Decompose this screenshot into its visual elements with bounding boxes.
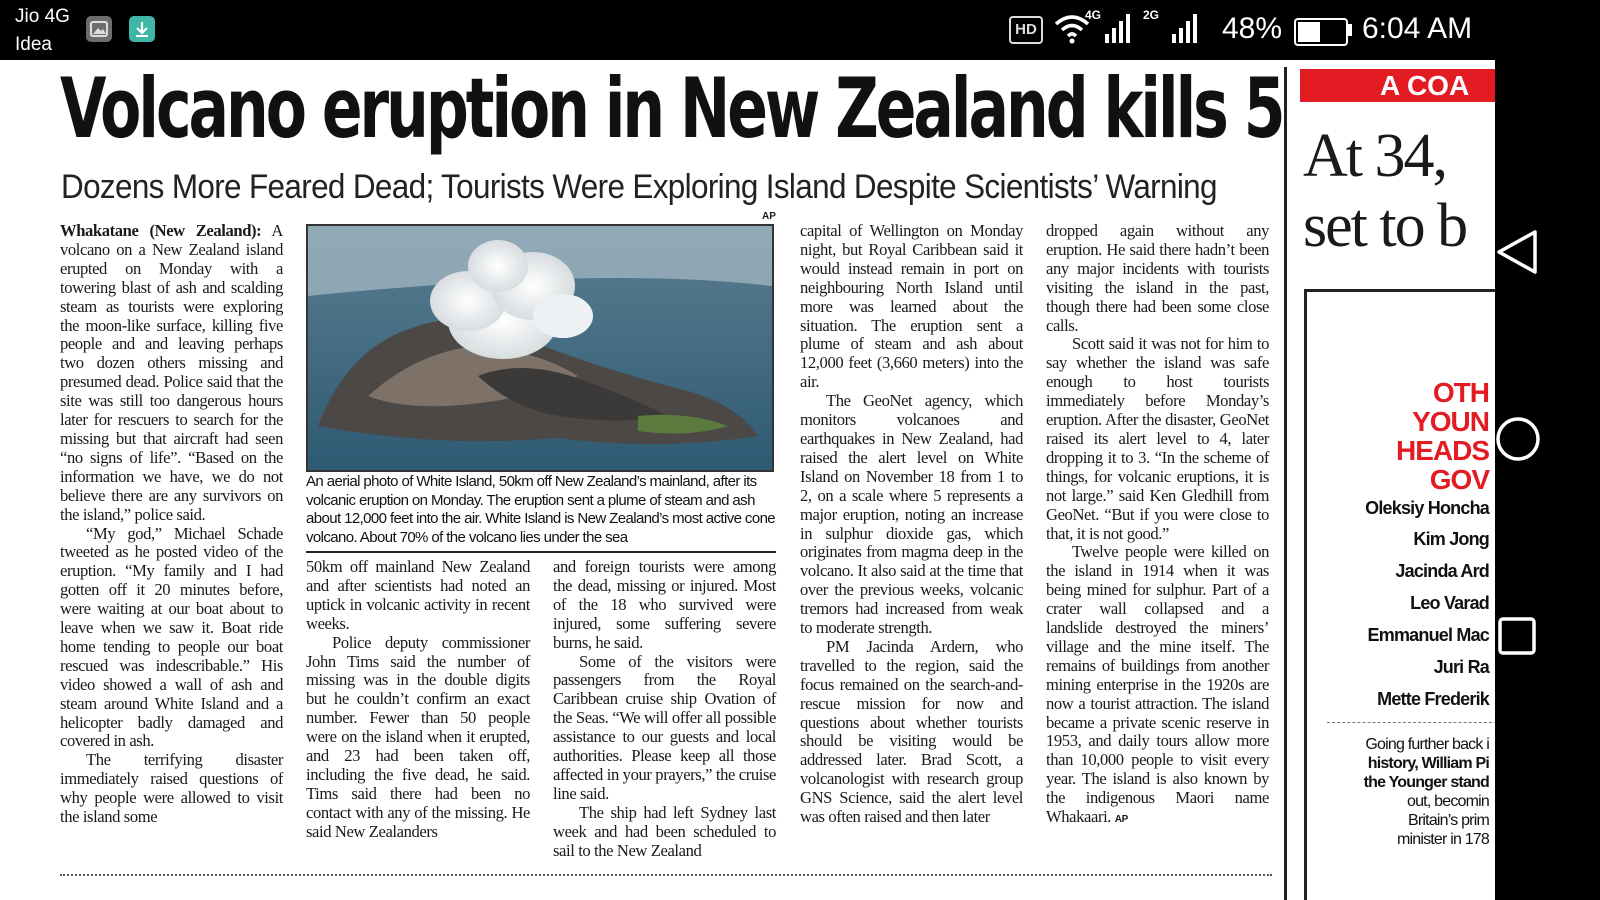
battery-icon — [1294, 18, 1348, 46]
paragraph: PM Jacinda Ardern, who travelled to the region, said the focus remained on the search-and-rescue mission for now and questions about whether tourists should be visiting would be addressed later. Brad Scott, a volcanologist with research group GNS Science, said the alert level was often raised and then later — [800, 636, 1023, 827]
box-headline-line: HEADS — [1395, 435, 1489, 466]
article-column-5 — [1046, 222, 1269, 830]
article-column-4 — [800, 222, 1023, 827]
network-type-label-secondary: 2G — [1143, 8, 1160, 22]
paragraph: capital of Wellington on Monday night, but Royal Caribbean said it would instead remain in port on neighbouring North Island until more was learned about the situation. The eruption sent a plume of steam and ash about 12,000 feet (3,660 meters) into the air. — [800, 221, 1023, 392]
carrier-name: Jio 4G — [15, 6, 70, 27]
battery-level-fill — [1298, 22, 1320, 42]
box-headline-line: GOV — [1429, 464, 1489, 495]
paragraph: Whakatane (New Zealand): A volcano on a New Zealand island erupted on Monday with a towering blast of ash and scalding steam as tourists were exploring the moon-like surface, killing five people and and leaving perhaps two dozen others missing and presumed dead. Police said that the site was still too dangerous hours later for rescuers to search for the missing but that aircraft had seen “no signs of life”. “Based on the information we have, we do not believe there are any survivors on the island,” police said. — [60, 221, 283, 524]
sidebar-divider — [1327, 722, 1495, 723]
download-icon — [129, 16, 155, 42]
battery-percentage: 48% — [1222, 12, 1283, 45]
back-icon[interactable] — [1495, 228, 1540, 276]
hd-voice-badge: HD — [1009, 16, 1043, 44]
headline: Volcano eruption in New Zealand kills 5 — [60, 61, 1283, 158]
paragraph: Police deputy commissioner John Tims said the number of missing was in the double digits but he couldn’t confirm an exact number. Fewer than 50 people were on the island when it erupted, and 23 had been taken off, including the five dead, he said. Tims said there had been no contact with any of the missing. He said New Zealanders — [306, 632, 530, 841]
paragraph: The ship had left Sydney last week and had been scheduled to sail to the New Zealand — [553, 802, 776, 860]
paragraph: The GeoNet agency, which monitors volcanoes and earthquakes in New Zealand, had raised the alert level on White Island on November 18 from 1 to 2, on a scale where 5 represents a major eruption, noting an increase in sulphur dioxide gas, which originates from magma deep in the volcano. It also said at the time that over the previous weeks, volcanic tremors had increased from weak to moderate strength. — [800, 391, 1023, 638]
photo-caption: An aerial photo of White Island, 50km off New Zealand’s mainland, after its volcanic eruption on Monday. The eruption sent a plume of steam and ash about 12,000 feet into the air. White Island is New Zealand’s most active cone volcano. About 70% of the volcano lies under the sea — [306, 473, 776, 546]
clock: 6:04 AM — [1362, 12, 1473, 45]
sidebar-note: Going further back i history, William Pi the Younger stand out, becomin Britain’s prim minister in 178 — [1363, 736, 1489, 848]
article-column-3 — [553, 558, 776, 861]
leader-name: Mette Frederik — [1377, 689, 1489, 709]
paragraph: The terrifying disaster immediately raised questions of why people were allowed to visit the island some — [60, 750, 283, 827]
paragraph: Some of the visitors were passengers from the Royal Caribbean cruise ship Ovation of the Seas. “We will offer all possible assistance to our guests and local authorities. Please keep all those affected in your prayers,” the cruise line said. — [553, 651, 776, 803]
volcano-aerial-photo[interactable] — [306, 224, 774, 472]
home-icon[interactable] — [1495, 416, 1541, 462]
carrier-name-secondary: Idea — [15, 34, 52, 55]
sidebar-headline: At 34, set to b — [1303, 122, 1467, 260]
end-credit: AP — [1114, 814, 1128, 826]
subheadline: Dozens More Feared Dead; Tourists Were Exploring Island Despite Scientists’ Warning — [61, 168, 1217, 206]
leader-name: Oleksiy Honcha — [1365, 498, 1489, 518]
network-type-label: 4G — [1085, 8, 1102, 22]
bottom-divider — [60, 874, 1272, 876]
status-bar — [0, 0, 1600, 60]
leader-name: Kim Jong — [1413, 529, 1489, 549]
box-headline-line: YOUN — [1412, 406, 1489, 437]
paragraph: “My god,” Michael Schade tweeted as he posted video of the eruption. “My family and I had gotten off it 20 minutes before, were waiting at our boat about to leave when we saw it. Boat ride home tending to people our boat rescued was indescribable.” His video showed a wall of ash and steam around White Island and a helicopter badly damaged and covered in ash. — [60, 523, 283, 751]
leader-name: Jacinda Ard — [1395, 561, 1489, 581]
paragraph: and foreign tourists were among the dead, missing or injured. Most of the 18 who survived were injured, some suffering severe burns, he said. — [553, 557, 776, 652]
sidebar-box — [1304, 289, 1495, 900]
paragraph: dropped again without any eruption. He said there hadn’t been any major incidents with tourists visiting the island in the past, though there had been some close calls. — [1046, 221, 1269, 335]
paragraph: Scott said it was not for him to say whether the island was safe enough to host tourists immediately before Monday’s eruption. After the disaster, GeoNet raised its alert level to 4, later dropping it to 3. “In the scheme of things, for volcanic eruptions, it is not large.” said Ken Gledhill from GeoNet. “But if you were close to that, it is not good.” — [1046, 334, 1269, 543]
dateline: Whakatane (New Zealand): — [60, 221, 262, 240]
sidebar-story[interactable] — [1284, 67, 1495, 900]
signal-strength-icon — [1103, 8, 1133, 48]
gallery-icon — [86, 16, 112, 42]
paragraph: 50km off mainland New Zealand and after scientists had noted an uptick in volcanic activity in recent weeks. — [306, 557, 530, 633]
leader-name: Juri Ra — [1433, 657, 1489, 677]
leader-name: Emmanuel Mac — [1367, 625, 1489, 645]
photo-credit: AP — [762, 211, 776, 222]
recents-icon[interactable] — [1497, 616, 1537, 656]
sidebar-section-title: A COA — [1300, 69, 1495, 102]
battery-tip — [1348, 24, 1352, 36]
article-column-1 — [60, 222, 283, 827]
box-headline-line: OTH — [1432, 377, 1489, 408]
newspaper-page[interactable] — [0, 60, 1495, 900]
leader-name: Leo Varad — [1410, 593, 1489, 613]
signal-strength-icon-secondary — [1170, 8, 1200, 48]
article-column-2 — [306, 558, 530, 842]
paragraph: Twelve people were killed on the island in 1914 when it was being mined for sulphur. Part of a crater wall collapsed and a landslide destroyed the miners’ village and the mine itself. The remains of buildings from another mining enterprise in the 1920s are now a tourist attraction. The island became a private scenic reserve in 1953, and daily tours allow more than 10,000 people to visit every year. The island is also known by the indigenous Maori name Whakaari. AP — [1046, 542, 1269, 827]
navigation-bar — [1495, 60, 1600, 900]
caption-divider — [306, 551, 776, 553]
